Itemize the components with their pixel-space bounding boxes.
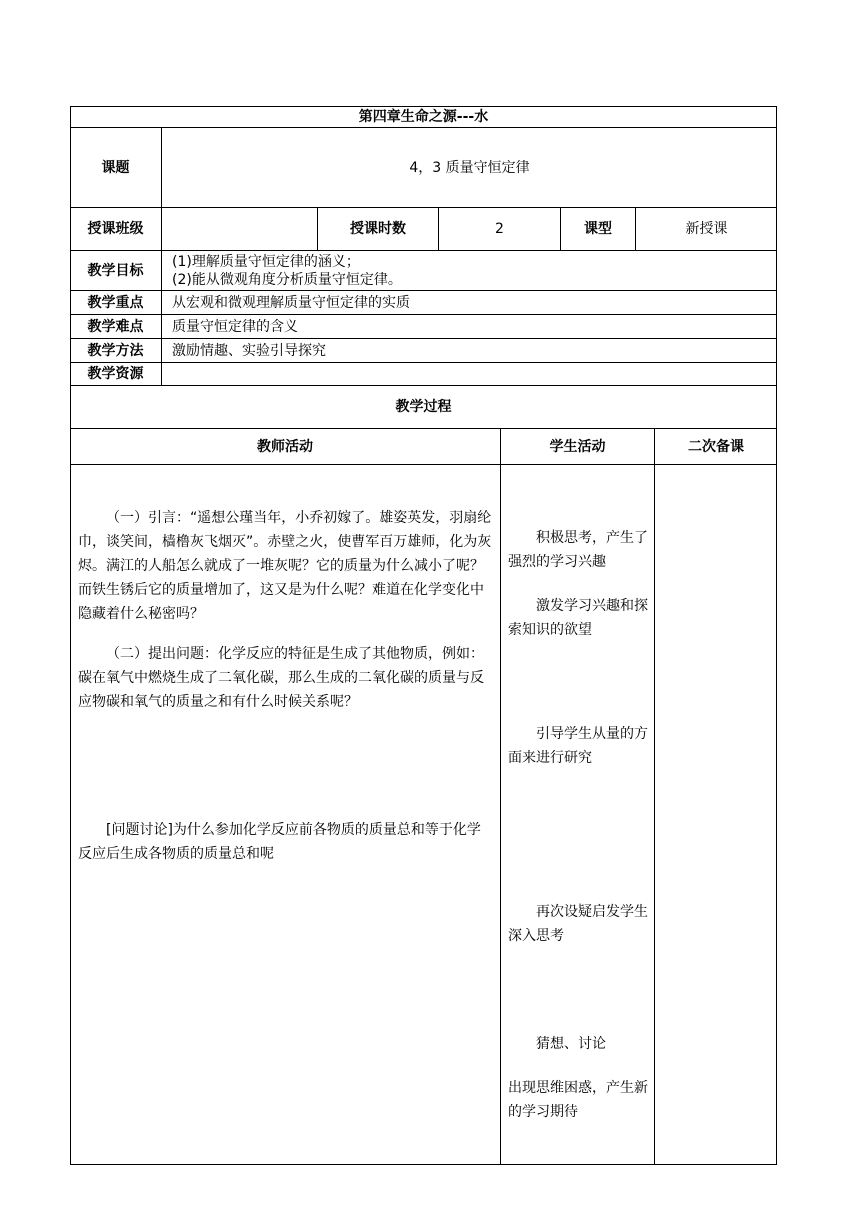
method-label: 教学方法 xyxy=(87,342,144,359)
goal-item: (1)理解质量守恒定律的涵义； xyxy=(172,254,360,270)
difficulty-value: 质量守恒定律的含义 xyxy=(172,318,298,335)
goals-label: 教学目标 xyxy=(87,262,144,279)
student-column-header: 学生活动 xyxy=(549,438,606,455)
teacher-paragraph-question: （二）提出问题：化学反应的特征是生成了其他物质，例如：碳在氧气中燃烧生成了二氧化碳，那么生成的二氧化碳的质量与反应物碳和氧气的质量之和有什么时候关系呢？ xyxy=(78,646,484,710)
student-activity-item: 再次设疑启发学生深入思考 xyxy=(508,904,648,944)
key-label: 教学重点 xyxy=(87,294,144,311)
student-activity-item: 激发学习兴趣和探索知识的欲望 xyxy=(508,598,648,638)
teacher-paragraph-intro: （一）引言：“遥想公瑾当年，小乔初嫁了。雄姿英发，羽扇纶巾，谈笑间，樯橹灰飞烟灭”。赤壁之火，使曹军百万雄师，化为灰烬。满江的人船怎么就成了一堆灰呢？它的质量为什么减小了呢？而铁生锈后它的质量增加了，这又是为什么呢？难道在化学变化中隐藏着什么秘密吗？ xyxy=(78,510,492,622)
student-activity-item: 积极思考，产生了强烈的学习兴趣 xyxy=(508,530,648,570)
chapter-title: 第四章生命之源---水 xyxy=(358,109,489,125)
class-label: 授课班级 xyxy=(87,221,144,237)
notes-column-header: 二次备课 xyxy=(688,438,744,455)
key-value: 从宏观和微观理解质量守恒定律的实质 xyxy=(172,294,410,311)
topic-value: 4，3 质量守恒定律 xyxy=(409,159,530,176)
difficulty-label: 教学难点 xyxy=(87,318,144,335)
student-activity-item: 引导学生从量的方面来进行研究 xyxy=(508,726,648,766)
row-divider xyxy=(70,464,777,465)
teacher-column-header: 教师活动 xyxy=(257,438,313,455)
resource-value xyxy=(162,363,777,385)
resource-label: 教学资源 xyxy=(87,366,144,382)
student-activity-item: 猜想、讨论 xyxy=(536,1036,606,1052)
student-activity-item: 出现思维困惑，产生新的学习期待 xyxy=(508,1080,648,1120)
type-label: 课型 xyxy=(584,221,612,237)
goals-text xyxy=(172,253,772,289)
col-divider xyxy=(500,428,501,1165)
col-divider xyxy=(654,428,655,1165)
hours-label: 授课时数 xyxy=(350,221,406,237)
process-title: 教学过程 xyxy=(395,399,452,415)
type-value: 新授课 xyxy=(685,221,728,237)
class-value xyxy=(162,208,317,250)
teacher-paragraph-discussion: [问题讨论]为什么参加化学反应前各物质的质量总和等于化学反应后生成各物质的质量总和呢 xyxy=(78,822,481,862)
hours-value: 2 xyxy=(495,221,504,237)
topic-label: 课题 xyxy=(101,159,130,176)
row-divider xyxy=(70,250,777,251)
goal-item: (2)能从微观角度分析质量守恒定律。 xyxy=(172,272,402,288)
method-value: 激励情趣、实验引导探究 xyxy=(172,342,326,359)
